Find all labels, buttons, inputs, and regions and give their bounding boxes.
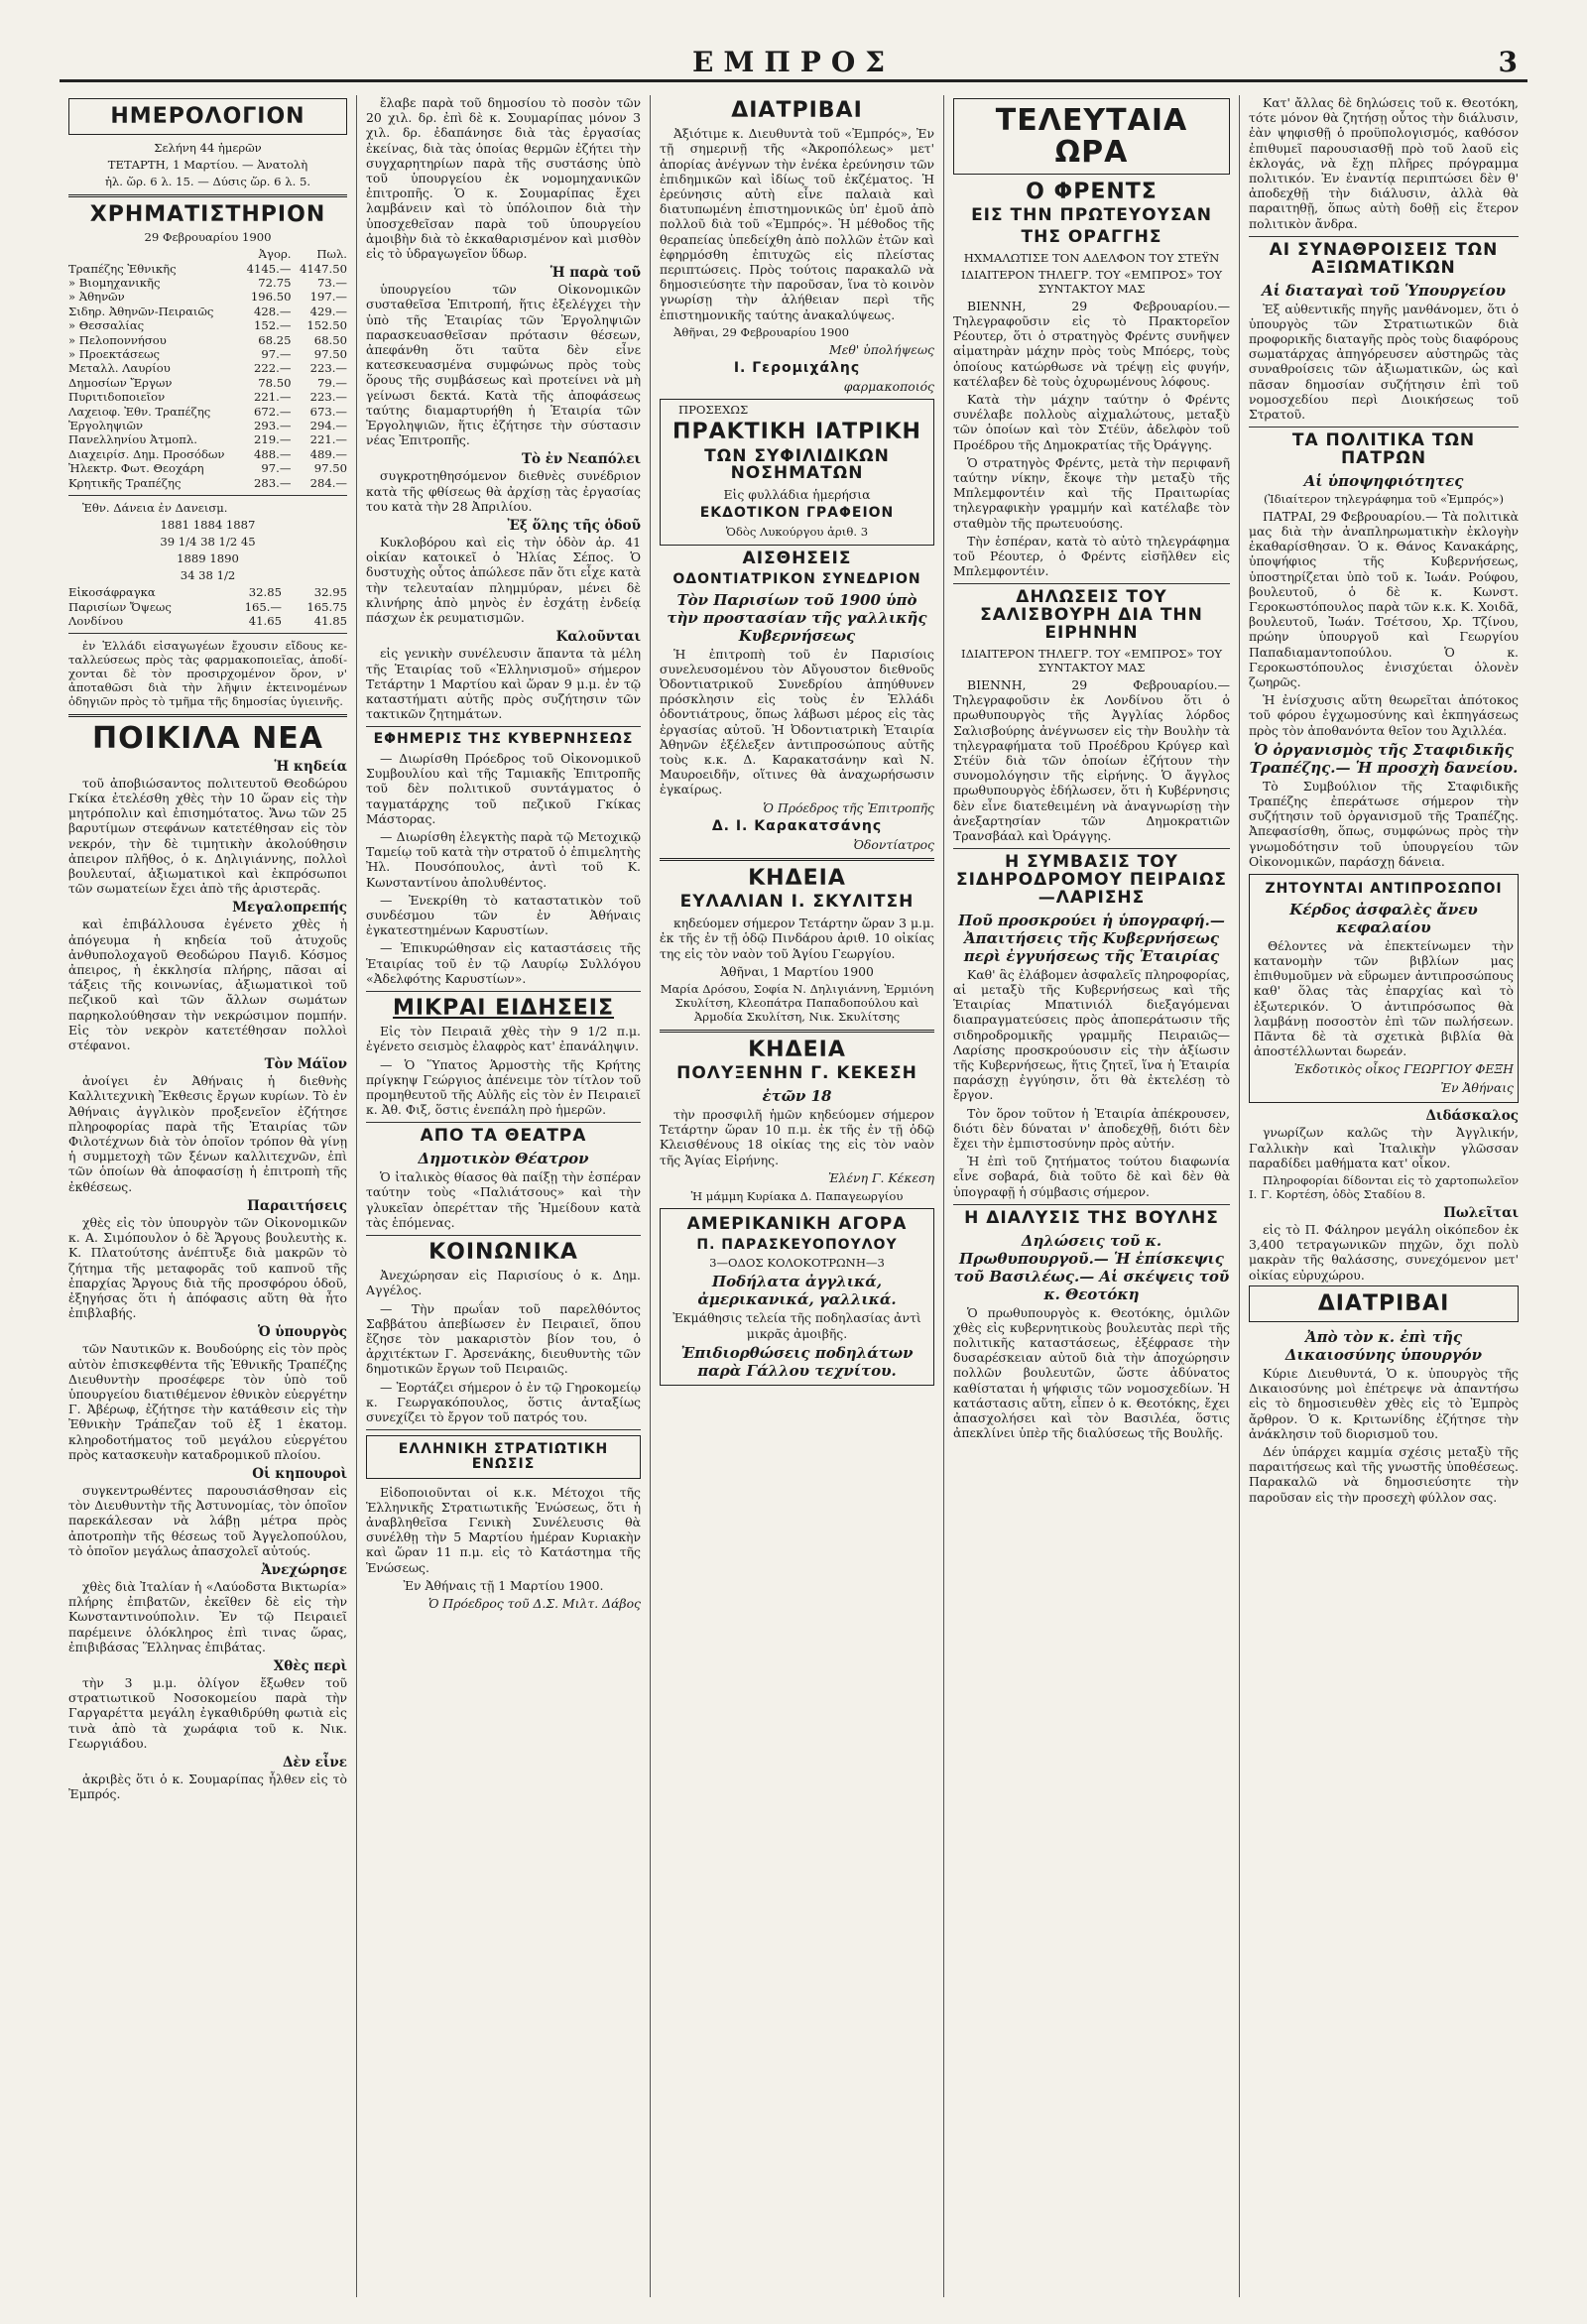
ad-subtitle: ΤΩΝ ΣΥΦΙΛΙΔΙΚΩΝ ΝΟΣΗΜΑΤΩΝ [704, 445, 890, 484]
page-number: 3 [1498, 46, 1518, 78]
exchange-title: ΧΡΗΜΑΤΙΣΤΗΡΙΟΝ [89, 202, 326, 228]
news-text: συγκεντρωθέντες παρουσιάσθησαν εἰς τὸν Διευθυντὴν τῆς Ἀστυνομίας, τὸν ὁποῖον παρεκάλεσαν νὰ λάβῃ μέτρα πρὸς ἀποτροπὴν τῆς θέσεως τοῦ Ἀγγελοπούλου, τὸ ὁποῖον μεγάλως ἀπασχολεῖ αὐτούς. [68, 1482, 347, 1558]
signature: Ὁ Πρόεδρος τοῦ Δ.Σ. Μιλτ. Δάβος [427, 1595, 641, 1611]
ad-text: Ἐκμάθησις τελεία τῆς ποδηλασίας ἀντὶ μικρᾶς ἀμοιβῆς. [672, 1310, 921, 1341]
article-text: Τὴν ἑσπέραν, κατὰ τὸ αὐτὸ τηλεγράφημα τοῦ Ρέουτερ, ὁ Φρέντς εἰσῆλθεν εἰς Μπλεμφοντέιν. [953, 533, 1230, 579]
table-value: 219.— [254, 432, 292, 447]
table-value: 68.50 [313, 332, 347, 347]
table-row [68, 318, 347, 332]
ad-text: Ἐπιδιορθώσεις ποδηλάτων παρὰ Γάλλου τεχνίτου. [680, 1343, 914, 1380]
article-text: ΠΑΤΡΑΙ, 29 Φεβρουαρίου.— Τὰ πολιτικὰ μας διὰ τὴν ἀναπληρωματικὴν ἐκλογὴν ἐκαθαρίσθησαν. Ὁ κ. Θάνος Κανακάρης, ὑποψήφιος τῆς Κυβερνήσεως, ὑποστηρίζεται ὑπὸ τοῦ κ. Ἰωάν. Ρούφου, βουλευτοῦ, ὁ δὲ κ. Κωνστ. Γεροκωστόπουλος παρὰ τῶν κ.κ. Κ. Χοιδᾶ, βουλευτοῦ, Ἰωάν. Τσέτσου, Χρ. Τζίνου, πρώην ὑπουργοῦ καὶ Γεωργίου Παπαδιαμαντοπούλου. Ὁ κ. Γεροκωστόπουλος ἐνισχύεται ὁλονὲν ζωηρῶς. [1249, 508, 1519, 690]
article-text: — Διωρίσθη Πρόεδρος τοῦ Οἰκονομικοῦ Συμβουλίου καὶ τῆς Ταμιακῆς Ἐπιτροπῆς τοῦ δὲν πολιτικοῦ συντάγματος ὁ ταγματάρχης τοῦ πεζικοῦ Γκίκας Μάστορας. [366, 751, 641, 826]
news-text: τοῦ ἀποβιώσαντος πολιτευτοῦ Θεοδώρου Γκίκα ἐτελέσθη χθὲς τὴν 10 ὥραν εἰς τὴν μητρόπολιν καὶ ἐπισημότατος. Ἄνω τῶν 25 βαρυτίμων στεφάνων κατετέθησαν εἰς τὸν νεκρόν, τὴν δὲ τιμητικὴν ἀκολούθησιν ἀπειρον πλῆθος, ὁ κ. Δηλιγιάννης, πολλοὶ βουλευταί, ἀξιωματικοὶ καὶ ἐκπρόσωποι τῶν σωματείων ἔχει ἀπὸ τῆς ἀριστερᾶς. [68, 775, 347, 897]
funeral-family: Μαρία Δρόσου, Σοφία Ν. Δηλιγιάννη, Ἐρμιόνη Σκυλίτση, Κλεοπάτρα Παπαδοπούλου καὶ Ἀρμοδία Σκυλίτση, Νικ. Σκυλίτσης [660, 982, 934, 1025]
divider [366, 1429, 641, 1430]
ad-title: ΠΡΑΚΤΙΚΗ ΙΑΤΡΙΚΗ [672, 420, 921, 445]
divider [953, 1204, 1230, 1205]
table-value: 196.50 [250, 290, 292, 305]
table-label: Εἰκοσάφραγκα [68, 585, 156, 600]
article-text: Ἀξιότιμε κ. Διευθυντὰ τοῦ «Ἐμπρός», Ἐν τῇ σημερινῇ τῆς «Ἀκροπόλεως» μετ' ἀπορίας ἀνέγνων τὴν ἐνέκα ἐρεύνησιν τῶν ἐπιδημικῶν καὶ ἰδίως τοῦ ἐκζέματος. Ἡ ἐρεύνησις αὐτὴ εἶνε παλαιὰ καὶ διατυπωμένη ἐπιστημονικῶς ὑπ' ἐμοῦ ἀπὸ πολλοῦ διὰ τοῦ «Ἐμπρός». Ἡ μέθοδος τῆς θεραπείας ὑπεδείχθη ἀπὸ πολλῶν ἐτῶν καὶ ἐφηρμόσθη ἐπιτυχῶς εἰς πλείστας περιπτώσεις. Πρὸς τούτοις παρακαλῶ νὰ δημοσιεύσητε τὴν παροῦσαν, ἵνα τὸ κοινὸν γνωρίσῃ τὴν ἀλήθειαν περὶ τῆς ἐπιστημονικῆς ταύτης ἀνακαλύψεως. [660, 126, 934, 322]
article-text: συγκροτηθησόμενον διεθνὲς συνέδριον κατὰ τῆς φθίσεως θὰ ἀρχίσῃ τὰς ἐργασίας του κατὰ τὴν 28 Ἀπριλίου. [366, 468, 641, 514]
article-text: Ὁ πρωθυπουργὸς κ. Θεοτόκης, ὁμιλῶν χθὲς εἰς κυβερνητικοὺς βουλευτὰς περὶ τῆς πολιτικῆς καταστάσεως, ἐξέφρασε τὴν δυσαρέσκειαν αὐτοῦ διὰ τὴν ἀποχώρησιν πολλῶν βουλευτῶν, ὥστε ἀδύνατος καθίσταται ἡ ψήφισις τῶν νομοσχεδίων. Ἡ κατάστασις αὕτη, εἶπεν ὁ κ. Θεοτόκης, ἔχει ἀπασχολήσει καὶ τὸν Βασιλέα, ὅστις ἀπεκλίνει ὑπὲρ τῆς διαλύσεως τῆς Βουλῆς. [953, 1304, 1230, 1441]
article-text: Εἰς τὸν Πειραιᾶ χθὲς τὴν 9 1/2 π.μ. ἐγένετο σεισμὸς ἐλαφρὸς κατ' ἐπανάληψιν. [366, 1024, 641, 1054]
article-headline: Η ΔΙΑΛΥΣΙΣ ΤΗΣ ΒΟΥΛΗΣ [964, 1207, 1219, 1228]
ad-text: ΕΚΔΟΤΙΚΟΝ ΓΡΑΦΕΙΟΝ [699, 505, 895, 522]
table-value: 152.— [254, 318, 292, 333]
masthead-title: ΕΜΠΡΟΣ [691, 46, 896, 78]
ad-subhead: Πωλεῖται [1443, 1205, 1519, 1222]
table-value: 152.50 [306, 318, 347, 333]
table-value: 4145.— [246, 261, 292, 276]
ad-box [660, 399, 934, 546]
table-value: 32.95 [313, 585, 347, 600]
column-5 [1240, 95, 1527, 2297]
ad-label: ΠΡΟΣΕΧΩΣ [678, 403, 749, 418]
wire-credit: ΙΔΙΑΙΤΕΡΟΝ ΤΗΛΕΓΡ. ΤΟΥ «ΕΜΠΡΟΣ» ΤΟΥ ΣΥΝΤΑΚΤΟΥ ΜΑΣ [961, 646, 1222, 674]
article-text: Κατ' ἄλλας δὲ δηλώσεις τοῦ κ. Θεοτόκη, τότε μόνον θὰ ζητήσῃ οὗτος τὴν διάλυσιν, ἐὰν ψηφισθῇ ὁ προϋπολογισμός, καθόσον ἐπιθυμεῖ παρουσιασθῇ πρὸ τοῦ λαοῦ εἰς ἐκλογάς, νὰ ἔχῃ πλῆρες πρόγραμμα πολιτικόν. Ἐν ἐναντίᾳ περιπτώσει δὲν θ' ἀποδεχθῇ τὴν διάλυσιν, ἀλλὰ θὰ παραιτηθῇ, ὅπως αὐτὴ δοθῇ εἰς ἕτερον πολιτικὸν ἄνδρα. [1249, 95, 1519, 231]
article-text: Καθ' ἃς ἐλάβομεν ἀσφαλεῖς πληροφορίας, αἱ μεταξὺ τῆς Κυβερνήσεως καὶ τῆς Ἑταιρίας Μπατινιόλ διεξαγόμεναι διαπραγματεύσεις πρὸς ἀποπεράτωσιν τῆς σιδηροδρομικῆς γραμμῆς Πειραιῶς—Λαρίσης προσκρούουσιν εἰς τὴν ἀξίωσιν τῆς Κυβερνήσεως, ἥτις ζητεῖ, ἵνα ἡ Ἑταιρία παράσχῃ ἐγγύησιν, ὅτι θὰ ἐκτελέσῃ τὸ ἔργον. [953, 966, 1230, 1103]
funeral-age: ἐτῶν 18 [762, 1087, 832, 1106]
article-text: Τὸν ὅρον τοῦτον ἡ Ἑταιρία ἀπέκρουσεν, διότι δὲν δύναται ν' ἀποδεχθῇ, διότι δὲν ἔχει τὴν ἐμπιστοσύνην πρὸς αὐτήν. [953, 1105, 1230, 1151]
article-text: Ὁ στρατηγὸς Φρέντς, μετὰ τὴν περιφανῆ ταύτην νίκην, ἔκοψε τὴν μεταξὺ τῆς Μπλεμφοντέιν καὶ τῆς Πραιτωρίας τηλεγραφικὴν γραμμήν καὶ κατέλαβε τὸν σταθμὸν τῆς πρωτευούσης. [953, 454, 1230, 531]
loans-line: 34 38 1/2 [180, 568, 236, 583]
funeral-label: ΚΗΔΕΙΑ [748, 866, 846, 892]
exchange-note: ἐν Ἑλλάδι εἰσαγωγέων ἔχουσιν εἴδους κε-ταλλεύσεως πρὸς τὰς φαρμακοποιεῖας, ἀποδί-χονται δὲ τὸν προσιρχομένον ὅρον, ν' ἀποταθῶσι διὰ τὴν λῆψιν ἐκτεινομένων ὁδηγιῶν πρὸς τὸ τμῆμα τῆς δημοσίας ὑγιεινῆς. [68, 639, 347, 709]
column-1 [60, 95, 357, 2297]
wire-credit: ΙΔΙΑΙΤΕΡΟΝ ΤΗΛΕΓΡ. ΤΟΥ «ΕΜΠΡΟΣ» ΤΟΥ ΣΥΝΤΑΚΤΟΥ ΜΑΣ [961, 267, 1222, 296]
ad-subtitle: Π. ΠΑΡΑΣΚΕΥΟΠΟΥΛΟΥ [696, 1236, 898, 1253]
table-row [68, 276, 347, 290]
article-headline: ΤΑ ΠΟΛΙΤΙΚΑ ΤΩΝ ΠΑΤΡΩΝ [1291, 430, 1476, 468]
table-value: 41.65 [248, 613, 282, 628]
table-label: Πανελληνίου Ἀτμοπλ. [68, 432, 197, 447]
table-label: Μεταλλ. Λαυρίου [68, 361, 171, 376]
news-subhead: Μεγαλοπρεπής [232, 900, 347, 917]
table-label: Λαχειοφ. Ἐθν. Τραπέζης [68, 404, 211, 419]
table-row [68, 461, 347, 475]
table-value: 294.— [309, 419, 347, 433]
news-subhead: Ἀνεχώρησε [261, 1561, 347, 1578]
ad-text: Εἰς φυλλάδια ἡμερήσια [723, 487, 871, 503]
table-label: Ἠλεκτρ. Φωτ. Θεοχάρη [68, 461, 204, 476]
notice-box [366, 1435, 641, 1478]
table-label: » Προεκτάσεως [68, 347, 161, 362]
loans-line: 1889 1890 [177, 551, 239, 566]
masthead-rule [60, 79, 1527, 82]
article-subhead: Αἱ ὑποψηφιότητες [1303, 471, 1464, 490]
ad-text: εἰς τὸ Π. Φάληρον μεγάλη οἰκόπεδον ἐκ 3,400 τετραγωνικῶν πηχῶν, ὄχι πολὺ μακρὰν τῆς θαλάσσης, συνεχόμενον μετ' οἰκίας εὐρυχώρου. [1249, 1222, 1519, 1283]
section-subtitle: Δημοτικὸν Θέατρον [418, 1150, 589, 1168]
table-row [68, 600, 347, 614]
table-label: » Πελοποννήσου [68, 332, 167, 347]
divider [660, 858, 934, 861]
table-row [68, 361, 347, 375]
ad-address: 3—ΟΔΟΣ ΚΟΛΟΚΟΤΡΩΝΗ—3 [709, 1256, 885, 1271]
loans-table [68, 585, 347, 628]
table-row [68, 390, 347, 404]
article-text: Τὸ Συμβούλιον τῆς Σταφιδικῆς Τραπέζης ἐπεράτωσε σήμερον τὴν συζήτησιν τοῦ ὀργανισμοῦ τῆς Τραπέζης. Ἀπεφασίσθη, ὅπως, συμφώνως πρὸς τὴν γνωμοδότησιν τοῦ ὑπουργείου τῶν Οἰκονομικῶν, παράσχῃ δάνεια. [1249, 778, 1519, 869]
columns [60, 95, 1527, 2297]
column-4 [944, 95, 1240, 2297]
table-row [68, 376, 347, 390]
table-row [68, 333, 347, 347]
news-text: τὴν 3 μ.μ. ὀλίγον ἔξωθεν τοῦ στρατιωτικοῦ Νοσοκομείου παρὰ τὴν Γαργαρέττα μεγάλη ἐγκαθιδρύθη φωτιὰ εἰς τινὰ ἀπὸ τὰ χωράφια τοῦ κ. Νικ. Γεωργιάδου. [68, 1674, 347, 1751]
article-headline: Η ΣΥΜΒΑΣΙΣ ΤΟΥ ΣΙΔΗΡΟΔΡΟΜΟΥ ΠΕΙΡΑΙΩΣ—ΛΑΡΙΣΗΣ [955, 852, 1228, 908]
table-row [68, 405, 347, 419]
section-title: ΑΙΣΘΗΣΕΙΣ [742, 549, 852, 569]
calendar-title: ΗΜΕΡΟΛΟΓΙΟΝ [110, 104, 305, 129]
article-subhead: Τὸ ἐν Νεαπόλει [521, 451, 641, 468]
news-text: χθὲς εἰς τὸν ὑπουργὸν τῶν Οἰκονομικῶν κ. Α. Σιμόπουλον ὁ δὲ Ἄργους βουλευτὴς κ. Κ. Πλατούτσης ἀνέπτυξε διὰ μακρῶν τὸ ζήτημα τῆς μεταφορᾶς τοῦ καπνοῦ τῆς ἐπαρχίας Ἄργους διὰ τῆς προσφόρου ὁδοῦ, ἐξηγήσας ὅτι ἡ ἀπόφασις αὕτη θὰ ἦτο ἐπιβλαβής. [68, 1214, 347, 1321]
news-subhead: Παραιτήσεις [247, 1197, 347, 1214]
table-row [68, 447, 347, 461]
table-label: Παρισίων Ὄψεως [68, 599, 172, 614]
article-text: Εἰδοποιοῦνται οἱ κ.κ. Μέτοχοι τῆς Ἑλληνικῆς Στρατιωτικῆς Ἑνώσεως, ὅτι ἡ ἀναβληθεῖσα Γενικὴ Συνέλευσις θὰ συνέλθῃ τὴν 5 Μαρτίου ἡμέραν Κυριακὴν καὶ ὥραν 11 π.μ. εἰς τὸ Κατάστημα τῆς Ἑνώσεως. [366, 1484, 641, 1575]
article-text: Δέν ὑπάρχει καμμία σχέσις μεταξὺ τῆς παραιτήσεως καὶ τῆς γνωστῆς ὑποθέσεως. Παρακαλῶ νὰ δημοσιεύσητε τὴν παροῦσαν εἰς τὴν προσεχὴ φύλλον σας. [1249, 1443, 1519, 1505]
article-text: — Ἐπικυρώθησαν εἰς καταστάσεις τῆς Ἑταιρίας τοῦ ἐν τῷ Λαυρίῳ Συλλόγου «Ἀδελφότης Καρυστίων». [366, 940, 641, 986]
exchange-date: 29 Φεβρουαρίου 1900 [144, 230, 272, 245]
loan-rows [68, 585, 347, 628]
divider [953, 848, 1230, 849]
article-text: ΒΙΕΝΝΗ, 29 Φεβρουαρίου.— Τηλεγραφοῦσιν εἰς τὸ Πρακτορεῖον Ρέουτερ, ὅτι ὁ στρατηγὸς Φρέντς συνῆψεν αἱματηρὰν μάχην πρὸς τοὺς Μπόερς, τοὺς ὁποίους κατώρθωσε νὰ τρέψῃ εἰς φυγήν, κατέλαβεν δὲ τοὺς ὀχυρωμένους λόφους. [953, 298, 1230, 389]
ad-address: Ὁδὸς Λυκούργου ἀριθ. 3 [725, 525, 869, 540]
section-title: ΚΟΙΝΩΝΙΚΑ [428, 1240, 578, 1266]
divider [366, 726, 641, 727]
signature: Μεθ' ὑπολήψεως [829, 341, 934, 357]
article-subhead: Ποῦ προσκρούει ἡ ὑπογραφή.— Ἀπαιτήσεις τῆς Κυβερνήσεως περὶ ἐγγυήσεως τῆς Ἑταιρίας [958, 911, 1225, 965]
divider [68, 495, 347, 496]
table-value: 672.— [254, 404, 292, 419]
divider [1249, 427, 1519, 428]
table-label: Σιδηρ. Ἀθηνῶν-Πειραιῶς [68, 304, 214, 318]
table-value: 223.— [309, 361, 347, 376]
section-title: ΜΙΚΡΑΙ ΕΙΔΗΣΕΙΣ [392, 996, 615, 1022]
table-value: 97.— [261, 347, 292, 362]
table-label: Ἐργοληψιῶν [68, 419, 144, 433]
table-label: Λονδίνου [68, 613, 124, 628]
news-text: καὶ ἐπιβάλλουσα ἐγένετο χθὲς ἡ ἀπόγευμα ἡ κηδεία τοῦ ἀτυχοῦς ἀνθυπολοχαγοῦ Θεοδώρου Παγιδ. Κόσμος ἀπειρος, ἡ ἐκκλησία πλήρης, πᾶσαι αἱ τάξεις τῆς κοινωνίας, ἀξιωματικοὶ τοῦ πεζικοῦ καὶ τῶν ἄλλων σωμάτων παρηκολούθησαν τὴν νεκρώσιμον πομπήν. Εἰς τὸν νεκρὸν κατετέθησαν πολλοὶ στέφανοι. [68, 917, 347, 1053]
table-value: 673.— [309, 404, 347, 419]
table-label: » Βιομηχανικῆς [68, 276, 161, 290]
signature: Ἐλένη Γ. Κέκεση [827, 1169, 934, 1185]
ad-text: γνωρίζων καλῶς τὴν Ἀγγλικήν, Γαλλικὴν καὶ Ἰταλικὴν γλῶσσαν παραδίδει μαθήματα κατ' οἶκον. [1249, 1125, 1519, 1170]
table-value: 223.— [309, 390, 347, 405]
ad-text: Ποδήλατα ἀγγλικά, ἀμερικανικά, γαλλικά. [697, 1273, 897, 1309]
exchange-rows [68, 262, 347, 491]
table-row [68, 305, 347, 318]
article-subhead: Καλοῦνται [555, 629, 641, 646]
section-heading-box [1249, 1285, 1519, 1322]
funeral-family: Ἡ μάμμη Κυρίακα Δ. Παπαγεωργίου [690, 1188, 904, 1203]
table-label: Δημοσίων Ἔργων [68, 375, 173, 390]
article-headline: ΤΗΣ ΟΡΑΓΓΗΣ [1021, 226, 1162, 247]
table-label: Πυριτιδοποιεῖον [68, 390, 166, 405]
ad-subtitle: Κέρδος ἀσφαλὲς ἄνευ κεφαλαίου [1289, 900, 1478, 936]
funeral-name: ΠΟΛΥΞΕΝΗΝ Γ. ΚΕΚΕΣΗ [676, 1063, 917, 1084]
article-subhead: Ὁ ὀργανισμὸς τῆς Σταφιδικῆς Τραπέζης.— Ἡ προσχὴ δανείου. [1249, 740, 1519, 777]
table-value: 97.50 [313, 461, 347, 476]
calendar-line: ΤΕΤΑΡΤΗ, 1 Μαρτίου. — Ἀνατολὴ [107, 158, 308, 173]
table-value: 489.— [309, 446, 347, 461]
table-row [68, 247, 347, 261]
article-text: Ἡ ἐνίσχυσις αὕτη θεωρεῖται ἀπότοκος τοῦ φόρου ἐγχωμοσύνης καὶ ἐκπηγάσεως πρὸς τὸν ἀποθανόντα θεῖον του Ἀχιλλέα. [1249, 692, 1519, 738]
table-value: 488.— [254, 446, 292, 461]
section-title: ΔΙΑΤΡΙΒΑΙ [1317, 1290, 1450, 1316]
article-text: Κυκλοβόρου καὶ εἰς τὴν ὁδὸν ἀρ. 41 οἰκίαν κατοικεῖ ὁ Ἠλίας Σέπος. Ὁ δυστυχὴς οὗτος ἀπώλεσε πᾶν ὅτι εἶχε κατὰ τὴν τελευταίαν πλημμύραν, μένει δὲ κλινήρης ἀπὸ μηνὸς ἐν ἐσχάτῃ ἐνδείᾳ πάσχων ἐκ ρευματισμῶν. [366, 535, 641, 626]
article-subhead: Αἱ διαταγαὶ τοῦ Ὑπουργείου [1261, 281, 1507, 300]
funeral-text: κηδεύομεν σήμερον Τετάρτην ὥραν 3 μ.μ. ἐκ τῆς ἐν τῇ ὁδῷ Πινδάρου ἀριθ. 10 οἰκίας της εἰς τὸν ναὸν τοῦ Ἁγίου Γεωργίου. [660, 916, 934, 961]
article-date: Ἐν Ἀθήναις τῇ 1 Μαρτίου 1900. [403, 1577, 604, 1593]
ad-text: Θέλοντες νὰ ἐπεκτείνωμεν τὴν κατανομὴν τῶν βιβλίων μας ἐπιθυμοῦμεν νὰ εὕρωμεν ἀντιπροσώπους καθ' ὅλας τὰς ἐπαρχίας καὶ τὸ ἐξωτερικόν. Ὁ ἀντιπρόσωπος θὰ λαμβάνῃ ποσοστὸν ἐπὶ τῶν πωλήσεων. Πᾶντα δὲ τὰ σχετικὰ βιβλία θὰ ἀποστέλλωνται δωρεάν. [1254, 937, 1514, 1059]
table-label: Διαχειρίσ. Δημ. Προσόδων [68, 446, 225, 461]
divider [68, 194, 347, 197]
article-subhead: Ἡ παρὰ τοῦ [549, 265, 641, 282]
table-value: 72.75 [258, 276, 292, 290]
funeral-label: ΚΗΔΕΙΑ [748, 1038, 846, 1063]
article-headline: ΑΙ ΣΥΝΑΘΡΟΙΣΕΙΣ ΤΩΝ ΑΞΙΩΜΑΤΙΚΩΝ [1269, 239, 1499, 278]
article-text: — Ἑορτάζει σήμερον ὁ ἐν τῷ Γηροκομείῳ κ. Γεωργακόπουλος, ὅστις ἀνταξίως συνεχίζει τὸ ἔργον τοῦ πατρός του. [366, 1379, 641, 1424]
article-date: Ἀθῆναι, 29 Φεβρουαρίου 1900 [673, 324, 849, 339]
article-text: Κύριε Διευθυντά, Ὁ κ. ὑπουργὸς τῆς Δικαιοσύνης μοὶ ἐπέτρεψε νὰ ἀπαντήσω εἰς τὸ δημοσιευθὲν χθὲς εἰς τὸ Ἐμπρὸς ἄρθρον. Ὁ κ. Κριτωνίδης ἐζήτησε τὴν ἀνάκλησιν τοῦ διορισμοῦ του. [1249, 1365, 1519, 1441]
table-value: 97.— [261, 461, 292, 476]
table-row [68, 290, 347, 304]
article-text: εἰς γενικὴν συνέλευσιν ἅπαντα τὰ μέλη τῆς Ἑταιρίας τοῦ «Ἑλληνισμοῦ» σήμερον Τετάρτην 1 Μαρτίου καὶ ὥραν 9 μ.μ. ἐν τῷ καταστήματι αὐτῆς πρὸς συζήτησιν τῶν τακτικῶν ζητημάτων. [366, 646, 641, 722]
section-subtitle: Ἀπὸ τὸν κ. ἐπὶ τῆς Δικαιοσύνης ὑπουργόν [1284, 1327, 1483, 1364]
table-row [68, 419, 347, 432]
loans-title: Ἐθν. Δάνεια ἐν Δανεισμ. [82, 501, 228, 516]
ad-title: ΑΜΕΡΙΚΑΝΙΚΗ ΑΓΟΡΑ [686, 1213, 908, 1234]
news-text: τῶν Ναυτικῶν κ. Βουδούρης εἰς τὸν πρὸς αὐτὸν ἐπισκεφθέντα τῆς Ἐθνικῆς Τραπέζης Διευθυντὴν προσέφερε τὸν ὑπὸ τοῦ ὑπουργείου διατιθέμενον ἐθνικὸν εὐεργέτην Γ. Ἀβέρωφ, ἐζήτησε τὴν κατάθεσιν εἰς τὴν Ἐθνικὴν Τράπεζαν τοῦ ἐξ 1 ἑκατομ. κληροδοτήματος τοῦ μεγάλου εὐεργέτου πρὸς κατασκευὴν καταδρομικοῦ πλοίου. [68, 1341, 347, 1462]
calendar-line: Σελήνη 44 ἡμερῶν [154, 141, 262, 156]
table-label: » Θεσσαλίας [68, 318, 145, 333]
news-subhead: Ἡ κηδεία [274, 758, 347, 775]
section-title: ΑΠΟ ΤΑ ΘΕΑΤΡΑ [420, 1126, 587, 1147]
article-text: Ἀνεχώρησαν εἰς Παρισίους ὁ κ. Δημ. Αγγέλος. [366, 1268, 641, 1298]
table-row [68, 432, 347, 446]
divider [660, 1030, 934, 1033]
table-value: 221.— [309, 432, 347, 447]
table-row [68, 585, 347, 599]
table-row [68, 476, 347, 490]
ad-box [660, 1208, 934, 1386]
table-value: 68.25 [258, 332, 292, 347]
news-text: ἀνοίγει ἐν Ἀθήναις ἡ διεθνὴς Καλλιτεχνικὴ Ἔκθεσις ἔργων κυρίων. Τὸ ἐν Ἀθήναις ἀγγλικὸν προξενεῖον ἐζήτησε πληροφορίας παρὰ τῆς Ἑταιρίας τῶν Φιλοτέχνων διὰ τὸν ὁποῖον τρόπον θὰ γίνῃ ἡ συμμετοχὴ τῶν ξένων καλλιτεχνῶν, ἐπὶ τῶν ὁποίων θὰ ἀποφασίσῃ ἡ ἐπιτροπὴ τῆς ἐκθέσεως. [68, 1073, 347, 1194]
table-label: Κρητικῆς Τραπέζης [68, 475, 182, 490]
signature-name: Ι. Γερομιχάλης [733, 359, 861, 376]
signature: Ἐν Ἀθήναις [1440, 1080, 1514, 1096]
section-title: ΕΛΛΗΝΙΚΗ ΣΤΡΑΤΙΩΤΙΚΗ ΕΝΩΣΙΣ [398, 1441, 609, 1472]
news-text: χθὲς διὰ Ἰταλίαν ἡ «Λαύοδστα Βικτωρία» πλήρης ἐπιβατῶν, ἐκεῖθεν δὲ εἰς τὴν Κωνσταντινούπολιν. Ἐν τῷ Πειραιεῖ παρέμεινε ὁλόκληρος ἐπὶ τινας ὥρας, ἐπιβιβάσας Ἕλληνας ἐπιβάτας. [68, 1578, 347, 1654]
table-value: 41.85 [313, 613, 347, 628]
exchange-table [68, 247, 347, 490]
table-value: 293.— [254, 419, 292, 433]
section-title: ΕΦΗΜΕΡΙΣ ΤΗΣ ΚΥΒΕΡΝΗΣΕΩΣ [373, 731, 634, 748]
table-value: 97.50 [313, 347, 347, 362]
divider [68, 633, 347, 634]
news-text: ἀκριβὲς ὅτι ὁ κ. Σουμαρίπας ἦλθεν εἰς τὸ Ἐμπρός. [68, 1771, 347, 1802]
article-text: — Ἐνεκρίθη τὸ καταστατικὸν τοῦ συνδέσμου τῶν ἐν Ἀθήναις ἐγκατεστημένων Καρυστίων. [366, 892, 641, 938]
signature: φαρμακοποιός [843, 379, 934, 395]
table-value: 429.— [309, 304, 347, 318]
table-value: 197.— [309, 290, 347, 305]
signature: Ἐκδοτικὸς οἶκος ΓΕΩΡΓΙΟΥ ΦΕΞΗ [1293, 1061, 1514, 1077]
divider [366, 1122, 641, 1123]
divider [68, 714, 347, 717]
article-subhead: Ἐξ ὅλης τῆς ὁδοῦ [507, 518, 641, 535]
divider [366, 1235, 641, 1236]
calendar-line: ἡλ. ὥρ. 6 λ. 15. — Δύσις ὥρ. 6 λ. 5. [104, 175, 311, 189]
news-subhead: Δὲν εἶνε [282, 1754, 347, 1771]
column-3 [651, 95, 944, 2297]
divider [1249, 236, 1519, 237]
table-value: 283.— [254, 475, 292, 490]
divider [366, 991, 641, 992]
signature: Ὀδοντίατρος [853, 837, 934, 853]
article-text: Ἐξ αὐθεντικῆς πηγῆς μανθάνομεν, ὅτι ὁ ὑπουργὸς τῶν Στρατιωτικῶν διὰ προφορικῆς διαταγῆς πρὸς τοὺς διαφόρους σωματάρχας ἀπηγόρευσεν αὐστηρῶς τὰς συναθροίσεις τῶν ἀξιωματικῶν, ὡς καὶ πᾶσαν δημοσίαν συζήτησιν ἐπὶ τοῦ νομοσχεδίου περὶ Διοικήσεως τοῦ Στρατοῦ. [1249, 301, 1519, 422]
column-2 [357, 95, 651, 2297]
funeral-date: Ἀθῆναι, 1 Μαρτίου 1900 [720, 963, 874, 979]
article-text: ἔλαβε παρὰ τοῦ δημοσίου τὸ ποσὸν τῶν 20 χιλ. δρ. ἐπὶ δὲ κ. Σουμαρίπας μόνον 3 χιλ. δρ. ἐδαπάνησε διὰ τὰς ἐργασίας ἐκείνας, διὰ τὰς ὁποίας θερμῶν ἐζήτει τὴν συγχαρητηρίων παρὰ τῆς συστάσης ὑπὸ τοῦ ὑπουργείου ἐκ νομομηχανικῶν ἐπιτροπῆς. Ὁ κ. Σουμαρίπας ἔχει λαμβάνειν καὶ τὸ ὑπόλοιπον διὰ τὴν ὑποσχεθεῖσαν παρὰ τοῦ ὑπουργείου ἀμοιβὴν διὰ τὸ ἐκκαθαρισμένον καὶ μισθὸν εἰς τὸ ὑδραγωγεῖον ὕδωρ. [366, 95, 641, 262]
table-value: 4147.50 [300, 261, 347, 276]
article-subhead: Δηλώσεις τοῦ κ. Πρωθυπουργοῦ.— Ἡ ἐπίσκεψις τοῦ Βασιλέως.— Αἱ σκέψεις τοῦ κ. Θεοτόκη [953, 1231, 1230, 1303]
table-value: 222.— [254, 361, 292, 376]
ad-box [1249, 874, 1519, 1103]
ad-address: Πληροφορίαι δίδονται εἰς τὸ χαρτοπωλεῖον Ι. Γ. Κορτέση, ὁδὸς Σταδίου 8. [1249, 1173, 1519, 1202]
article-headline: Ο ΦΡΕΝΤΣ [1026, 180, 1158, 204]
article-text: — Ὁ Ὕπατος Ἁρμοστὴς τῆς Κρήτης πρίγκηψ Γεώργιος ἀπένειμε τὸν τίτλον τοῦ προμηθευτοῦ τῆς Αὐλῆς εἰς τὸν ἐν Πειραιεῖ κ. Ἀθ. Φιξ, ὅστις ἐνεπάλη πρὸ ἡμερῶν. [366, 1056, 641, 1118]
table-cell [68, 247, 238, 261]
news-title: ΠΟΙΚΙΛΑ ΝΕΑ [92, 721, 323, 757]
article-kicker: ΗΧΜΑΛΩΤΙΣΕ ΤΟΝ ΑΔΕΛΦΟΝ ΤΟΥ ΣΤΕΫΝ [963, 250, 1220, 265]
table-label: Τραπέζης Ἐθνικῆς [68, 261, 177, 276]
latest-heading-box [953, 98, 1230, 175]
news-subhead: Ὁ ὑπουργὸς [257, 1324, 347, 1341]
article-text: Ἡ ἐπιτροπὴ τοῦ ἐν Παρισίοις συνελευσομένου τὸν Αὔγουστον διεθνοῦς Ὀδοντιατρικοῦ Συνεδρίου ἀπηύθυνεν πρόσκλησιν εἰς τοὺς ἐν Ἑλλάδι ὀδοντιάτρους, ὅπως λάβωσι μέρος εἰς τὰς ἐργασίας αὐτοῦ. Ἡ Ὀδοντιατρικὴ Ἑταιρία Ἀθηνῶν ἐξέλεξεν ἀντιπροσώπους αὐτῆς τοὺς κ.κ. Δ. Καρακατσάνην καὶ Ν. Μαυροειδῆν, οἵτινες θὰ ἀναχωρήσωσιν ἐγκαίρως. [660, 646, 934, 797]
article-text: Ἡ ἐπὶ τοῦ ζητήματος τούτου διαφωνία εἶνε σοβαρά, διὰ τοῦτο δὲ καὶ δὲν θὰ ὑπογραφῇ ἡ σύμβασις σήμερον. [953, 1154, 1230, 1199]
signature: Ὁ Πρόεδρος τῆς Ἐπιτροπῆς [763, 799, 934, 815]
article-text: Κατὰ τὴν μάχην ταύτην ὁ Φρέντς συνέλαβε πολλοὺς αἰχμαλώτους, μεταξὺ τῶν ὁποίων καὶ τὸν Στέϋν, ἀδελφὸν τοῦ Προέδρου τῆς Δημοκρατίας τῆς Ὀράγγης. [953, 392, 1230, 452]
loans-line: 39 1/4 38 1/2 45 [160, 535, 256, 550]
loans-line: 1881 1884 1887 [160, 518, 256, 533]
section-subtitle: ΟΔΟΝΤΙΑΤΡΙΚΟΝ ΣΥΝΕΔΡΙΟΝ [672, 570, 921, 587]
table-header: Ἀγορ. [258, 247, 292, 262]
table-value: 78.50 [258, 375, 292, 390]
signature-name: Δ. Ι. Καρακατσάνης [711, 817, 883, 834]
table-value: 165.75 [306, 599, 347, 614]
article-text: — Διωρίσθη ἐλεγκτὴς παρὰ τῷ Μετοχικῷ Ταμείῳ τοῦ κατὰ τὴν στρατοῦ ὁ ἐπιμελητὴς Ἠλ. Πουσόπουλος, ἀντὶ τοῦ Κ. Κωνσταντίνου ἀπολυθέντος. [366, 829, 641, 890]
article-subhead: Τὸν Παρισίων τοῦ 1900 ὑπὸ τὴν προστασίαν τῆς γαλλικῆς Κυβερνήσεως [667, 590, 927, 645]
table-value: 428.— [254, 304, 292, 318]
wire-credit: (Ἰδιαίτερον τηλεγράφημα τοῦ «Ἐμπρός») [1264, 491, 1504, 506]
ad-subhead: Διδάσκαλος [1425, 1108, 1519, 1125]
ad-title: ΖΗΤΟΥΝΤΑΙ ΑΝΤΙΠΡΟΣΩΠΟΙ [1265, 881, 1503, 898]
article-headline: ΕΙΣ ΤΗΝ ΠΡΩΤΕΥΟΥΣΑΝ [971, 205, 1212, 226]
latest-title: ΤΕΛΕΥΤΑΙΑ ΩΡΑ [995, 103, 1188, 170]
funeral-text: τὴν προσφιλῆ ἡμῶν κηδεύομεν σήμερον Τετάρτην ὥραν 10 π.μ. ἐκ τῆς ἐν τῇ ὁδῷ Κλεισθένους 18 οἰκίας της εἰς τὸν ναὸν τῆς Ἁγίας Εἰρήνης. [660, 1107, 934, 1167]
news-subhead: Οἱ κηπουροὶ [252, 1465, 347, 1482]
funeral-name: ΕΥΛΑΛΙΑΝ Ι. ΣΚΥΛΙΤΣΗ [679, 892, 915, 913]
table-value: 165.— [244, 599, 282, 614]
table-value: 79.— [316, 375, 347, 390]
table-header: Πωλ. [316, 247, 347, 262]
calendar-heading-box [68, 98, 347, 135]
table-label: » Ἀθηνῶν [68, 290, 125, 305]
table-row [68, 614, 347, 628]
news-subhead: Χθὲς περὶ [273, 1657, 347, 1674]
table-row [68, 262, 347, 276]
article-text: ὑπουργείου τῶν Οἰκονομικῶν συσταθεῖσα Ἐπιτροπή, ἥτις ἐξελέγχει τὴν ὑπὸ τῆς Ἑταιρίας τῶν Ἐργοληψιῶν παρασκευασθεῖσαν πρότασιν θέσεων, ἀπεφάνθη ὅτι ταῦτα δὲν εἶνε κατεσκευασμένα συμφώνως πρὸς τοὺς ὅρους τῆς συμβάσεως καὶ προτείνει νὰ μὴ γείνωσι δεκτά. Κατὰ τῆς ἀποφάσεως ταύτης διαμαρτυρήθη ἡ Ἑταιρία τῶν Ἐργοληψιῶν, ἥτις ἐζήτησε τὴν σύστασιν νέας Ἐπιτροπῆς. [366, 282, 641, 448]
table-value: 221.— [254, 390, 292, 405]
section-title: ΔΙΑΤΡΙΒΑΙ [731, 98, 863, 123]
article-text: — Τὴν πρωΐαν τοῦ παρελθόντος Σαββάτου ἀπεβίωσεν ἐν Πειραιεῖ, ὅπου ἔζησε τὸν μακαριστὸν βίον του, ὁ ἀρχιτέκτων Γ. Ἀρσενάκης, διευθυντὴς τῶν δημοτικῶν ἔργων τοῦ Πειραιῶς. [366, 1300, 641, 1377]
article-text: Ὁ ἰταλικὸς θίασος θὰ παίξῃ τὴν ἑσπέραν ταύτην τοὺς «Παλιάτσους» καὶ τὴν γλυκεῖαν ὀπερέτταν τῆς Ἡμείδουν κατὰ τὰς ἑπόμενας. [366, 1169, 641, 1230]
article-headline: ΔΗΛΩΣΕΙΣ ΤΟΥ ΣΑΛΙΣΒΟΥΡΗ ΔΙΑ ΤΗΝ ΕΙΡΗΝΗΝ [980, 587, 1203, 644]
article-text: ΒΙΕΝΝΗ, 29 Φεβρουαρίου.— Τηλεγραφοῦσιν ἐκ Λονδίνου ὅτι ὁ πρωθυπουργὸς τῆς Ἀγγλίας λόρδος Σαλισβούρης ἀνέγνωσεν εἰς τὴν Βουλὴν τὰ τηλεγραφήματα τοῦ Προέδρου Κρύγερ καὶ Στέϋν διὰ τῶν ὁποίων ἐζήτουν τὴν συνομολόγησιν τῆς εἰρήνης. Ὁ ἄγγλος πρωθυπουργὸς ἐδήλωσεν, ὅτι ἡ Κυβέρνησις δὲν εἶνε διατεθειμένη νὰ ἀναγνωρίσῃ τὴν ἀνεξαρτησίαν τῶν Δημοκρατιῶν Τρανσβάαλ καὶ Ὀράγγης. [953, 676, 1230, 843]
table-row [68, 347, 347, 361]
table-value: 32.85 [248, 585, 282, 600]
news-subhead: Τὸν Μάϊον [264, 1056, 347, 1073]
divider [953, 583, 1230, 584]
table-value: 284.— [309, 475, 347, 490]
table-value: 73.— [316, 276, 347, 290]
